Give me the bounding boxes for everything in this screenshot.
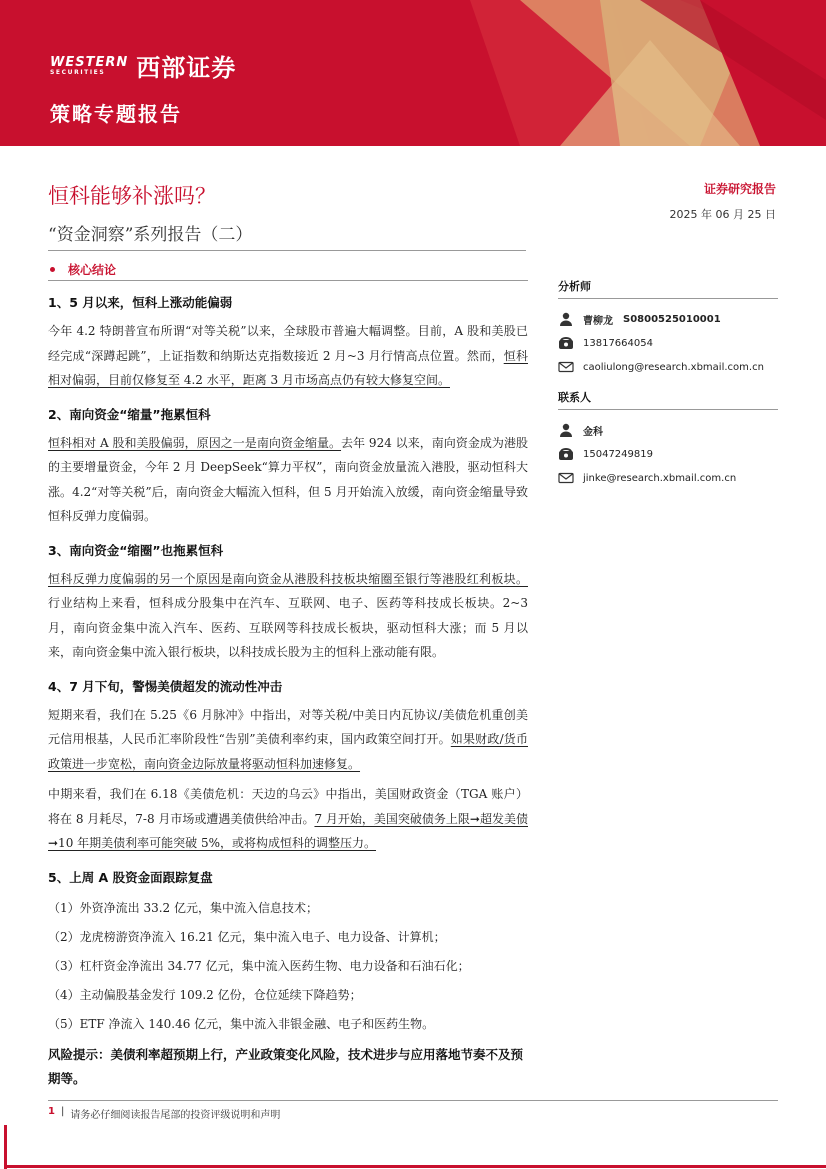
person-icon: [558, 422, 574, 438]
logo-english: [50, 56, 128, 76]
fund-flow-item: （3）杠杆资金净流出 34.77 亿元，集中流入医药生物、电力设备和石油石化；: [48, 958, 470, 973]
footer-divider: [48, 1100, 778, 1101]
highlighted-text: 恒科相对 A 股和美股偏弱，原因之一是南向资金缩量。: [48, 435, 342, 450]
report-section: [48, 541, 528, 665]
contact-phone-row: [558, 442, 778, 466]
report-section: [48, 293, 528, 393]
contact-label: 联系人: [558, 389, 778, 410]
main-content: [48, 258, 528, 1091]
analyst-email[interactable]: caoliulong@research.xbmail.com.cn: [583, 361, 764, 373]
page-number: 1: [48, 1106, 55, 1117]
section-heading: 3、南向资金“缩圈”也拖累恒科: [48, 542, 224, 558]
email-icon: [558, 470, 574, 486]
contact-name: 金科: [583, 426, 603, 438]
phone-icon: [558, 446, 574, 462]
core-divider: [48, 280, 528, 281]
report-section: [48, 677, 528, 856]
logo-en-line1: WESTERN: [50, 54, 129, 70]
corner-accent-horizontal: [4, 1165, 826, 1168]
section-paragraph: [48, 319, 528, 393]
analyst-name: 曹柳龙: [583, 315, 613, 327]
highlighted-text: 7 月开始，美国突破债务上限➞超发美债➞10 年期美债利率可能突破 5%，或将构成恒科的调整压力。: [48, 811, 528, 850]
section-heading: 4、7 月下旬，警惕美债超发的流动性冲击: [48, 678, 283, 694]
highlighted-text: 恒科反弹力度偏弱的另一个原因是南向资金从港股科技板块缩圈至银行等港股红利板块。: [48, 571, 528, 586]
fund-flow-item: （1）外资净流出 33.2 亿元，集中流入信息技术；: [48, 900, 318, 915]
logo-chinese: 西部证券: [136, 54, 237, 82]
paragraph-text: 去年 924 以来，南向资金成为港股的主要增量资金，今年 2 月 DeepSeek“算力平权”，南向资金放量流入港股，驱动恒科大涨。4.2“对等关税”后，南向资金大幅流入恒科，但 5 月开始流入放缓，南向资金缩量导致恒科反弹力度偏弱。: [48, 435, 528, 523]
person-icon: [558, 311, 574, 327]
logo-en-line2: SECURITIES: [50, 68, 106, 76]
paragraph-text: 中期来看，我们在 6.18《美债危机：天边的乌云》中指出，美国财政资金（TGA 账户）将在 8 月耗尽，7-8 月市场或遭遇美债供给冲击。: [48, 787, 528, 826]
fund-flow-item: （2）龙虎榜游资净流入 16.21 亿元，集中流入电子、电力设备、计算机；: [48, 929, 446, 944]
phone-icon: [558, 335, 574, 351]
fund-flow-section: [48, 868, 528, 1039]
section-paragraph: [48, 567, 528, 665]
footer-disclaimer: 请务必仔细阅读报告尾部的投资评级说明和声明: [70, 1110, 281, 1121]
email-icon: [558, 359, 574, 375]
fund-flow-item: （5）ETF 净流入 140.46 亿元，集中流入非银金融、电子和医药生物。: [48, 1016, 435, 1031]
contact-name-row: [558, 418, 778, 442]
section-paragraph: [48, 782, 528, 856]
corner-accent-vertical: [4, 1125, 7, 1169]
report-subtitle: “资金洞察”系列报告（二）: [48, 225, 253, 245]
paragraph-text: 今年 4.2 特朗普宣布所谓“对等关税”以来，全球股市普遍大幅调整。目前，A 股和美股已经完成“深蹲起跳”，上证指数和纳斯达克指数接近 2 月~3 月行情高点位置。然而，: [48, 324, 528, 363]
fund-flow-list: [48, 894, 528, 1039]
contact-email[interactable]: jinke@research.xbmail.com.cn: [583, 472, 737, 484]
section-heading: 1、5 月以来，恒科上涨动能偏弱: [48, 295, 233, 310]
core-conclusion-label: 核心结论: [68, 262, 117, 277]
doc-type-label: 证券研究报告: [703, 182, 776, 196]
fund-flow-item: （4）主动偏股基金发行 109.2 亿份，仓位延续下降趋势；: [48, 987, 362, 1002]
company-logo: [50, 48, 236, 83]
section-paragraph: [48, 703, 528, 777]
analyst-email-row: [558, 355, 778, 379]
report-title: 恒科能够补涨吗？: [48, 184, 216, 208]
section-heading: 2、南向资金“缩量”拖累恒科: [48, 406, 211, 422]
section-paragraph: [48, 431, 528, 529]
highlighted-text: 恒科相对偏弱，目前仅修复至 4.2 水平，距离 3 月市场高点仍有较大修复空间。: [48, 348, 528, 387]
analyst-phone: 13817664054: [583, 337, 653, 349]
analyst-cert-number: S0800525010001: [623, 313, 721, 325]
paragraph-text: 行业结构上来看，恒科成分股集中在汽车、互联网、电子、医药等科技成长板块。2~3 月，南向资金集中流入汽车、医药、互联网等科技成长板块，驱动恒科大涨；而 5 月以来，南向资金集中流入银行板块，以科技成长股为主的恒科上涨动能有限。: [48, 596, 528, 659]
highlighted-text: 如果财政/货币政策进一步宽松，南向资金边际放量将驱动恒科加速修复。: [48, 732, 528, 771]
bullet-dot-icon: [50, 267, 55, 272]
footer: [48, 1106, 280, 1121]
report-section: [48, 405, 528, 529]
author-sidebar: [558, 278, 778, 490]
core-conclusion-header: [48, 258, 528, 280]
sections-container: [48, 293, 528, 856]
contact-phone: 15047249819: [583, 448, 653, 460]
doc-date: 2025 年 06 月 25 日: [669, 208, 776, 221]
footer-separator: |: [60, 1106, 65, 1117]
analyst-label: 分析师: [558, 278, 778, 299]
section-heading: 5、上周 A 股资金面跟踪复盘: [48, 869, 213, 885]
paragraph-text: 短期来看，我们在 5.25《6 月脉冲》中指出，对等关税/中美日内瓦协议/美债危机重创美元信用根基，人民币汇率阶段性“告别”美债利率约束，国内政策空间打开。: [48, 707, 528, 746]
risk-warning: 风险提示：美债利率超预期上行，产业政策变化风险，技术进步与应用落地节奏不及预期等。: [48, 1046, 524, 1086]
analyst-phone-row: [558, 331, 778, 355]
header-banner: [0, 0, 826, 146]
report-type-label: 策略专题报告: [50, 102, 182, 126]
contact-email-row: [558, 466, 778, 490]
analyst-name-row: [558, 307, 778, 331]
title-divider: [48, 250, 526, 251]
